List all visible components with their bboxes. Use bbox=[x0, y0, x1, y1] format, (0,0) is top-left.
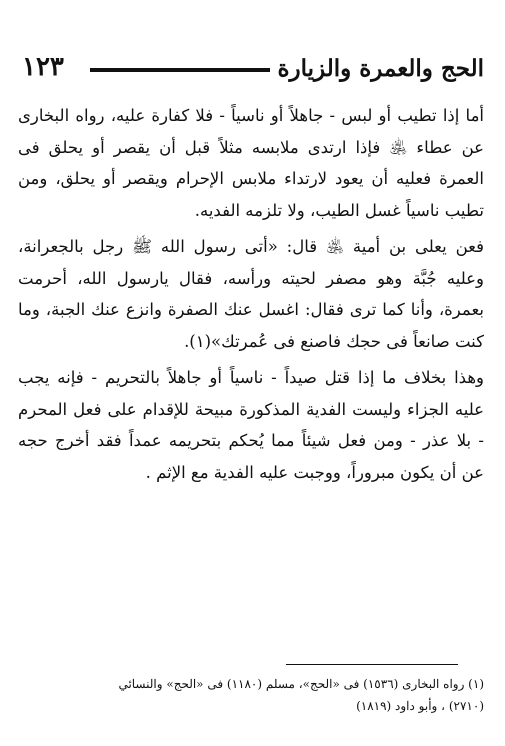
footnote bbox=[18, 673, 484, 717]
paragraph-2: فعن يعلى بن أمية ﵁ قال: «أتى رسول الله ﷺ رجل بالجعرانة، وعليه جُبَّة وهو مصفر لحيته ورأسه، فقال يارسول الله، أحرمت بعمرة، وأنا كما ترى فقال: اغسل عنك الصفرة وانزع عنك الجبة، وما كنت صانعاً فى حجك فاصنع فى عُمرتك»(١). bbox=[18, 237, 484, 351]
page-header bbox=[22, 52, 484, 88]
footnote-separator bbox=[286, 664, 458, 665]
paragraph-1: أما إذا تطيب أو لبس - جاهلاً أو ناسياً - فلا كفارة عليه، رواه البخارى عن عطاء ﵁ فإذا ارتدى ملابسه مثلاً قبل أن يقصر أو يحلق فى العمرة فعليه أن يعود لارتداء ملابس الإحرام ويقصر أو يحلق، ومن تطيب ناسياً غسل الطيب، ولا تلزمه الفديه. bbox=[18, 106, 484, 220]
header-rule bbox=[90, 68, 270, 72]
running-title: الحج والعمرة والزيارة bbox=[277, 55, 484, 82]
footnote-line-1: (١) رواه البخارى (١٥٣٦) فى «الحج»، مسلم (١١٨٠) فى «الحج» والنسائي bbox=[118, 677, 484, 691]
main-text bbox=[18, 100, 484, 488]
paragraph-3: وهذا بخلاف ما إذا قتل صيداً - ناسياً أو جاهلاً بالتحريم - فإنه يجب عليه الجزاء وليست الفدية المذكورة مبيحة للإقدام على فعل المحرم - بلا عذر - ومن فعل شيئاً مما يُحكم بتحريمه عمداً فقد أخرج حجه عن أن يكون مبروراً، ووجبت عليه الفدية مع الإثم . bbox=[18, 368, 484, 482]
page-number: ١٢٣ bbox=[22, 52, 64, 82]
footnote-line-2: (٢٧١٠) ، وأبو داود (١٨١٩) bbox=[356, 699, 484, 713]
